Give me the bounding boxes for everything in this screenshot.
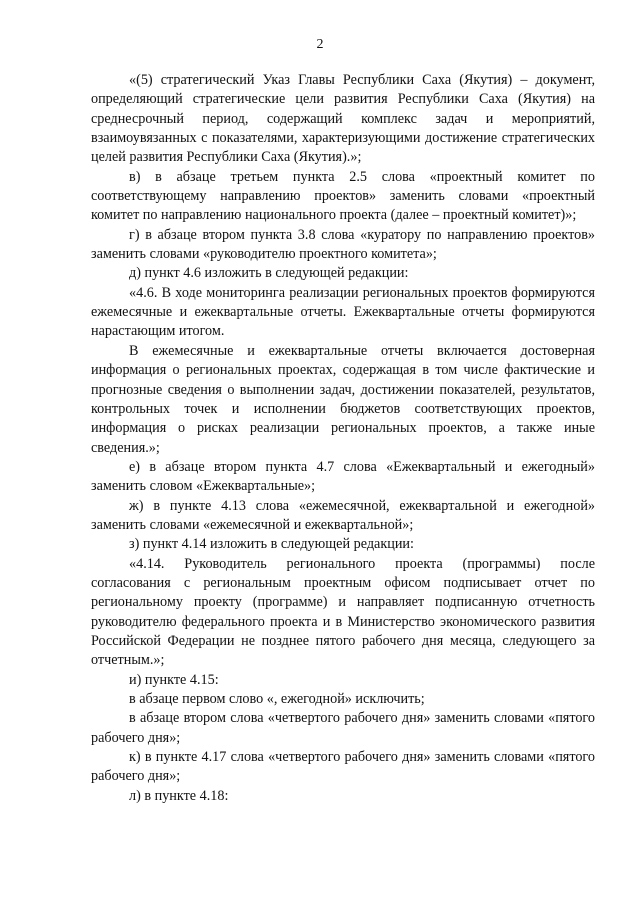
paragraph-amend-4-14-intro: з) пункт 4.14 изложить в следующей редакции: [129, 536, 414, 553]
document-body [91, 71, 595, 806]
paragraph-amend-4-15-second: в абзаце втором слова «четвертого рабочего дня» заменить словами «пятого рабочего дня»; [91, 710, 595, 746]
paragraph-amend-2-5: в) в абзаце третьем пункта 2.5 слова «проектный комитет по соответствующему направлению проектов» заменить словами «проектный комитет по направлению национального проекта (далее – проектный комитет)»; [91, 168, 595, 224]
paragraph-definition-strategic-decree: «(5) стратегический Указ Главы Республики Саха (Якутия) – документ, определяющий стратегические цели развития Республики Саха (Якутия) на среднесрочный период, содержащий комплекс задач и мероприятий, взаимоувязанных с показателями, характеризующими достижение стратегических целей развития Республики Саха (Якутия).»; [91, 72, 595, 166]
paragraph-amend-4-6-intro: д) пункт 4.6 изложить в следующей редакции: [129, 265, 409, 282]
paragraph-amend-4-7: е) в абзаце втором пункта 4.7 слова «Ежеквартальный и ежегодный» заменить словом «Ежеквартальные»; [91, 458, 595, 495]
paragraph-amend-4-18-intro: л) в пункте 4.18: [129, 787, 229, 804]
paragraph-amend-4-13: ж) в пункте 4.13 слова «ежемесячной, ежеквартальной и ежегодной» заменить словами «ежемесячной и ежеквартальной»; [91, 497, 595, 533]
paragraph-amend-4-17: к) в пункте 4.17 слова «четвертого рабочего дня» заменить словами «пятого рабочего дня»; [91, 749, 595, 785]
paragraph-new-4-6-reports: В ежемесячные и ежеквартальные отчеты включается достоверная информация о региональных проектах, содержащая в том числе фактические и прогнозные сведения о выполнении задач, достижении показателей, результатов, контрольных точек и исполнении бюджетов соответствующих проектов, информация о рисках реализации региональных проектов, а также иные сведения.»; [91, 342, 595, 456]
paragraph-amend-4-15-intro: и) пункте 4.15: [129, 671, 219, 688]
paragraph-new-4-14: «4.14. Руководитель регионального проекта (программы) после согласования с региональным проектным офисом подписывает отчет по региональному проекту (программе) и направляет подписанную отчетность руководителю федерального проекта и в Министерство экономического развития Российской Федерации не позднее пятого рабочего дня месяца, следующего за отчетным.»; [91, 555, 595, 669]
paragraph-amend-4-15-first: в абзаце первом слово «, ежегодной» исключить; [129, 691, 425, 707]
paragraph-new-4-6: «4.6. В ходе мониторинга реализации региональных проектов формируются ежемесячные и ежеквартальные отчеты. Ежеквартальные отчеты формируются нарастающим итогом. [91, 284, 595, 340]
page-number: 2 [316, 37, 324, 52]
paragraph-amend-3-8: г) в абзаце втором пункта 3.8 слова «куратору по направлению проектов» заменить словами «руководителю проектного комитета»; [91, 226, 595, 263]
